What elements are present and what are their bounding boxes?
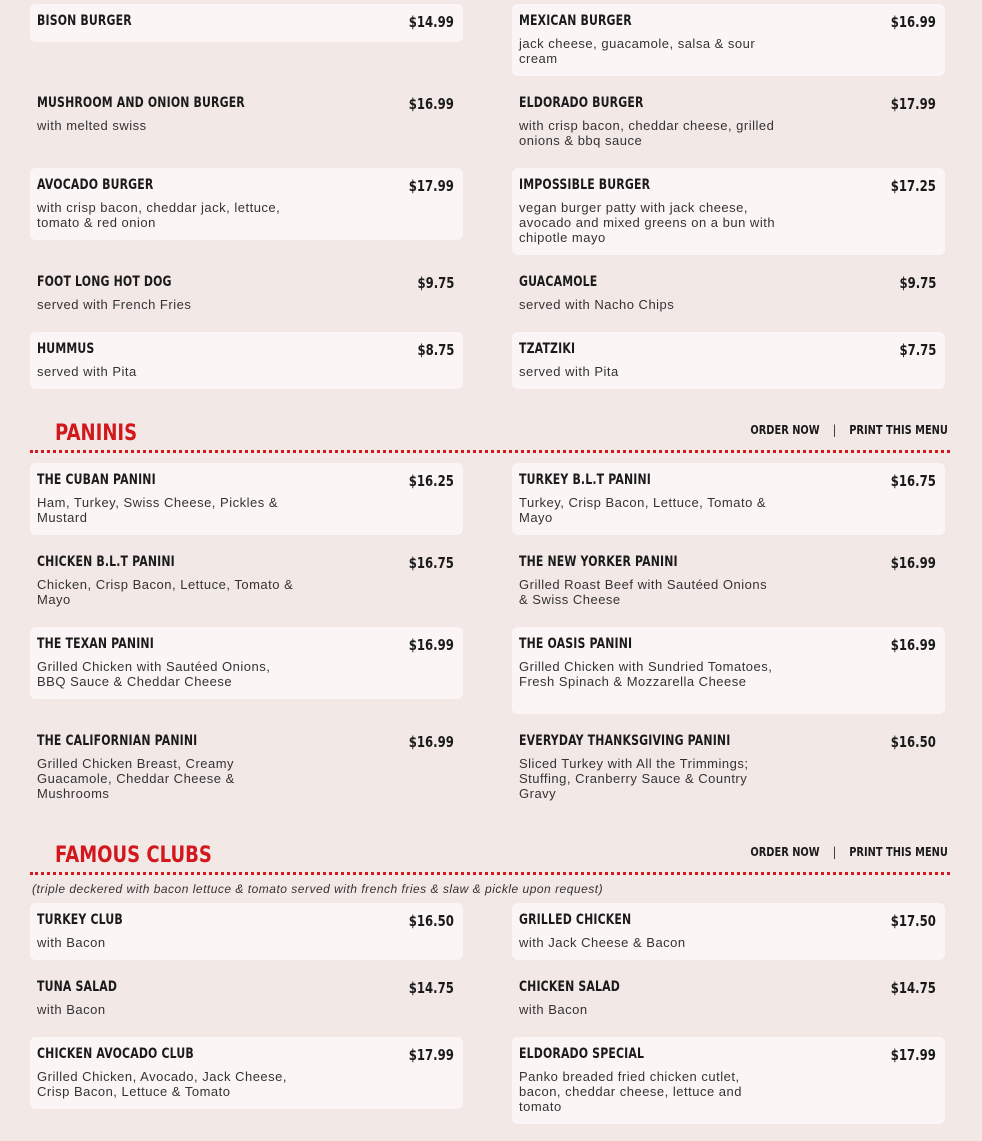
menu-item bbox=[30, 970, 463, 1027]
menu-item bbox=[512, 627, 945, 714]
item-name: TUNA SALAD bbox=[37, 979, 118, 995]
item-name: CHICKEN AVOCADO CLUB bbox=[37, 1046, 194, 1062]
item-price: $17.25 bbox=[890, 177, 936, 195]
menu-item bbox=[512, 4, 945, 76]
item-name: AVOCADO BURGER bbox=[37, 177, 154, 193]
item-name: HUMMUS bbox=[37, 341, 95, 357]
menu-item bbox=[30, 265, 463, 322]
item-price: $16.99 bbox=[408, 733, 454, 751]
item-price: $16.75 bbox=[890, 472, 936, 490]
menu-item bbox=[30, 903, 463, 960]
section-links bbox=[750, 845, 948, 859]
menu-item bbox=[512, 1037, 945, 1124]
item-name: TZATZIKI bbox=[519, 341, 576, 357]
item-price: $16.99 bbox=[890, 13, 936, 31]
item-description: vegan burger patty with jack cheese, avocado and mixed greens on a bun with chipotle mayo bbox=[519, 200, 776, 245]
menu-item bbox=[512, 168, 945, 255]
item-price: $17.50 bbox=[890, 912, 936, 930]
item-price: $14.99 bbox=[408, 13, 454, 31]
item-name: THE OASIS PANINI bbox=[519, 636, 633, 652]
item-name: CHICKEN B.L.T PANINI bbox=[37, 554, 175, 570]
menu-item bbox=[512, 903, 945, 960]
item-name: THE NEW YORKER PANINI bbox=[519, 554, 678, 570]
item-name: ELDORADO SPECIAL bbox=[519, 1046, 645, 1062]
item-name: CHICKEN SALAD bbox=[519, 979, 620, 995]
item-price: $14.75 bbox=[408, 979, 454, 997]
section-title: FAMOUS CLUBS bbox=[55, 843, 212, 868]
menu-item bbox=[30, 1037, 463, 1109]
item-description: Turkey, Crisp Bacon, Lettuce, Tomato & Mayo bbox=[519, 495, 767, 525]
item-price: $9.75 bbox=[898, 274, 936, 292]
item-name: TURKEY B.L.T PANINI bbox=[519, 472, 652, 488]
item-name: THE CALIFORNIAN PANINI bbox=[37, 733, 198, 749]
item-name: EVERYDAY THANKSGIVING PANINI bbox=[519, 733, 731, 749]
item-name: THE TEXAN PANINI bbox=[37, 636, 154, 652]
menu-item bbox=[512, 265, 945, 322]
menu-item bbox=[30, 463, 463, 535]
menu-item bbox=[512, 463, 945, 535]
item-price: $16.75 bbox=[408, 554, 454, 572]
item-description: served with Nacho Chips bbox=[519, 297, 675, 312]
item-price: $16.99 bbox=[408, 636, 454, 654]
item-price: $16.99 bbox=[890, 554, 936, 572]
section-header-clubs bbox=[30, 843, 950, 875]
item-name: MEXICAN BURGER bbox=[519, 13, 632, 29]
order-now-link[interactable]: ORDER NOW bbox=[750, 845, 820, 859]
menu-item bbox=[30, 86, 463, 158]
item-description: Sliced Turkey with All the Trimmings; Stuffing, Cranberry Sauce & Country Gravy bbox=[519, 756, 749, 801]
item-price: $16.50 bbox=[408, 912, 454, 930]
item-description: with crisp bacon, cheddar jack, lettuce, tomato & red onion bbox=[37, 200, 281, 230]
menu-item bbox=[30, 168, 463, 240]
menu-item bbox=[30, 724, 463, 811]
print-menu-link[interactable]: PRINT THIS MENU bbox=[849, 845, 948, 859]
item-description: served with Pita bbox=[37, 364, 137, 379]
item-price: $8.75 bbox=[416, 341, 454, 359]
item-price: $17.99 bbox=[408, 1046, 454, 1064]
item-price: $17.99 bbox=[890, 95, 936, 113]
menu-item bbox=[512, 86, 945, 158]
menu-item bbox=[30, 4, 463, 42]
item-name: TURKEY CLUB bbox=[37, 912, 123, 928]
item-name: GRILLED CHICKEN bbox=[519, 912, 632, 928]
item-price: $14.75 bbox=[890, 979, 936, 997]
menu-item bbox=[30, 627, 463, 699]
item-description: Grilled Chicken Breast, Creamy Guacamole, Cheddar Cheese & Mushrooms bbox=[37, 756, 235, 801]
item-description: with Bacon bbox=[519, 1002, 588, 1017]
item-price: $7.75 bbox=[898, 341, 936, 359]
item-description: Grilled Chicken, Avocado, Jack Cheese, Crisp Bacon, Lettuce & Tomato bbox=[37, 1069, 287, 1099]
item-description: Ham, Turkey, Swiss Cheese, Pickles & Mustard bbox=[37, 495, 278, 525]
print-menu-link[interactable]: PRINT THIS MENU bbox=[849, 423, 948, 437]
order-now-link[interactable]: ORDER NOW bbox=[750, 423, 820, 437]
menu-item bbox=[512, 545, 945, 617]
section-links bbox=[750, 423, 948, 437]
item-description: jack cheese, guacamole, salsa & sour cream bbox=[519, 36, 756, 66]
item-name: IMPOSSIBLE BURGER bbox=[519, 177, 651, 193]
item-description: Panko breaded fried chicken cutlet, bacon, cheddar cheese, lettuce and tomato bbox=[519, 1069, 742, 1114]
section-note: (triple deckered with bacon lettuce & tomato served with french fries & slaw & pickle upon request) bbox=[32, 882, 604, 896]
item-name: ELDORADO BURGER bbox=[519, 95, 644, 111]
item-description: with Bacon bbox=[37, 1002, 106, 1017]
item-name: MUSHROOM AND ONION BURGER bbox=[37, 95, 245, 111]
menu-item bbox=[512, 970, 945, 1027]
item-price: $16.25 bbox=[408, 472, 454, 490]
item-price: $16.99 bbox=[890, 636, 936, 654]
link-separator: | bbox=[832, 845, 837, 859]
section-header-paninis bbox=[30, 421, 950, 453]
item-name: FOOT LONG HOT DOG bbox=[37, 274, 172, 290]
item-price: $9.75 bbox=[416, 274, 454, 292]
item-description: Grilled Roast Beef with Sautéed Onions & Swiss Cheese bbox=[519, 577, 768, 607]
section-title: PANINIS bbox=[55, 421, 138, 446]
item-price: $17.99 bbox=[890, 1046, 936, 1064]
item-price: $17.99 bbox=[408, 177, 454, 195]
item-description: with melted swiss bbox=[37, 118, 147, 133]
item-description: Chicken, Crisp Bacon, Lettuce, Tomato & Mayo bbox=[37, 577, 294, 607]
item-description: with Jack Cheese & Bacon bbox=[519, 935, 686, 950]
item-description: with Bacon bbox=[37, 935, 106, 950]
item-description: Grilled Chicken with Sundried Tomatoes, Fresh Spinach & Mozzarella Cheese bbox=[519, 659, 773, 689]
item-name: GUACAMOLE bbox=[519, 274, 598, 290]
link-separator: | bbox=[832, 423, 837, 437]
menu-item bbox=[30, 545, 463, 617]
item-name: BISON BURGER bbox=[37, 13, 132, 29]
menu-item bbox=[512, 332, 945, 389]
item-description: with crisp bacon, cheddar cheese, grilled onions & bbq sauce bbox=[519, 118, 775, 148]
item-description: served with Pita bbox=[519, 364, 619, 379]
item-name: THE CUBAN PANINI bbox=[37, 472, 156, 488]
item-price: $16.99 bbox=[408, 95, 454, 113]
item-description: served with French Fries bbox=[37, 297, 192, 312]
item-price: $16.50 bbox=[890, 733, 936, 751]
menu-item bbox=[30, 332, 463, 389]
item-description: Grilled Chicken with Sautéed Onions, BBQ Sauce & Cheddar Cheese bbox=[37, 659, 271, 689]
menu-item bbox=[512, 724, 945, 811]
